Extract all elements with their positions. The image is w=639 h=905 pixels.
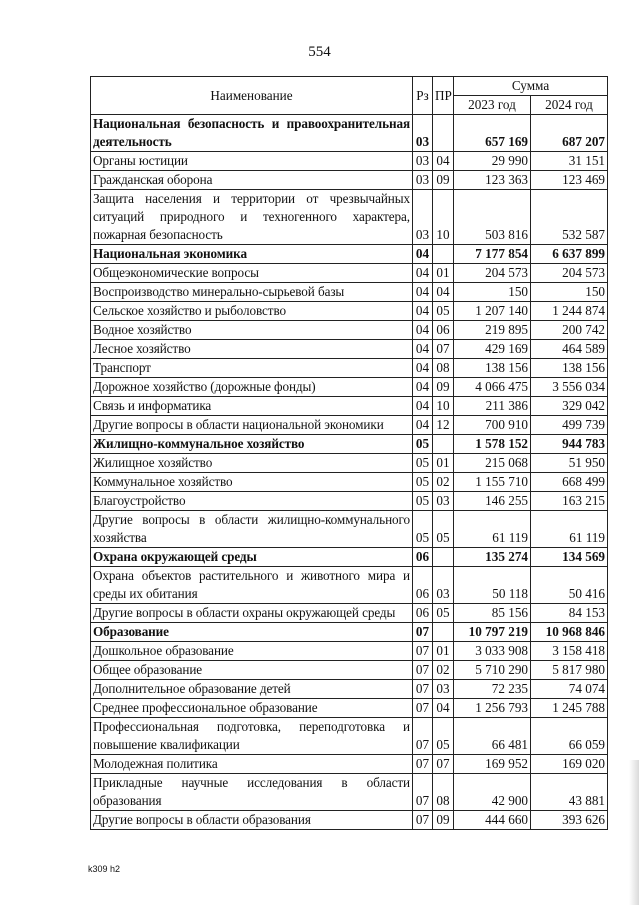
row-pr-code: 10 [433,190,454,245]
row-amount-2024: 499 739 [531,416,608,435]
row-amount-2023: 85 156 [454,604,531,623]
row-pr-code [433,245,454,264]
row-pr-code: 03 [433,567,454,604]
row-amount-2023: 50 118 [454,567,531,604]
row-amount-2024: 464 589 [531,340,608,359]
table-row [91,283,608,302]
row-amount-2024: 532 587 [531,190,608,245]
table-row [91,680,608,699]
row-rz-code: 05 [413,492,433,511]
row-name: Дошкольное образование [91,642,413,661]
row-rz-code: 07 [413,811,433,830]
table-row [91,454,608,473]
table-body [91,115,608,830]
table-row [91,416,608,435]
row-rz-code: 07 [413,623,433,642]
row-pr-code: 04 [433,283,454,302]
table-header [91,77,608,115]
row-name: Образование [91,623,413,642]
row-pr-code: 05 [433,302,454,321]
row-amount-2023: 5 710 290 [454,661,531,680]
table-row [91,152,608,171]
row-amount-2024: 668 499 [531,473,608,492]
row-amount-2023: 10 797 219 [454,623,531,642]
row-rz-code: 04 [413,283,433,302]
row-amount-2023: 7 177 854 [454,245,531,264]
row-amount-2023: 135 274 [454,548,531,567]
row-name: Органы юстиции [91,152,413,171]
table-row [91,567,608,604]
table-row [91,811,608,830]
row-amount-2024: 3 556 034 [531,378,608,397]
row-pr-code: 04 [433,152,454,171]
scan-edge-shadow [629,760,639,905]
row-amount-2023: 146 255 [454,492,531,511]
row-name: Дополнительное образование детей [91,680,413,699]
section-row [91,435,608,454]
row-rz-code: 04 [413,416,433,435]
row-rz-code: 07 [413,718,433,755]
row-pr-code: 03 [433,680,454,699]
table-row [91,492,608,511]
row-amount-2023: 211 386 [454,397,531,416]
row-pr-code: 01 [433,264,454,283]
row-amount-2024: 329 042 [531,397,608,416]
row-rz-code: 04 [413,245,433,264]
row-pr-code: 09 [433,378,454,397]
row-amount-2023: 123 363 [454,171,531,190]
row-rz-code: 04 [413,302,433,321]
row-amount-2024: 43 881 [531,774,608,811]
row-rz-code: 04 [413,321,433,340]
table-row [91,378,608,397]
header-sum: Сумма [454,77,608,96]
row-amount-2024: 204 573 [531,264,608,283]
row-pr-code: 07 [433,755,454,774]
row-amount-2024: 687 207 [531,115,608,152]
row-amount-2023: 215 068 [454,454,531,473]
row-amount-2024: 169 020 [531,755,608,774]
row-amount-2023: 150 [454,283,531,302]
row-name: Жилищно-коммунальное хозяйство [91,435,413,454]
header-pr: ПР [433,77,454,115]
table-row [91,774,608,811]
row-amount-2023: 1 256 793 [454,699,531,718]
table-row [91,264,608,283]
table-row [91,171,608,190]
row-amount-2024: 84 153 [531,604,608,623]
row-amount-2024: 66 059 [531,718,608,755]
row-rz-code: 04 [413,397,433,416]
row-amount-2023: 138 156 [454,359,531,378]
row-amount-2023: 3 033 908 [454,642,531,661]
row-amount-2024: 944 783 [531,435,608,454]
table-row [91,642,608,661]
row-name: Жилищное хозяйство [91,454,413,473]
row-amount-2023: 61 119 [454,511,531,548]
row-name: Общее образование [91,661,413,680]
header-year-2024: 2024 год [531,96,608,115]
row-name: Другие вопросы в области жилищно-коммунального хозяйства [91,511,413,548]
table-row [91,321,608,340]
row-pr-code [433,623,454,642]
row-name: Среднее профессиональное образование [91,699,413,718]
section-row [91,548,608,567]
row-pr-code: 09 [433,171,454,190]
row-pr-code [433,435,454,454]
row-amount-2023: 1 155 710 [454,473,531,492]
row-rz-code: 06 [413,604,433,623]
row-rz-code: 03 [413,190,433,245]
table-row [91,718,608,755]
row-rz-code: 07 [413,661,433,680]
row-amount-2023: 219 895 [454,321,531,340]
row-pr-code: 07 [433,340,454,359]
footer-code: k309 h2 [88,864,121,874]
row-amount-2024: 163 215 [531,492,608,511]
row-rz-code: 07 [413,755,433,774]
row-rz-code: 05 [413,473,433,492]
row-pr-code: 12 [433,416,454,435]
row-amount-2023: 503 816 [454,190,531,245]
row-name: Сельское хозяйство и рыболовство [91,302,413,321]
row-pr-code [433,548,454,567]
row-name: Охрана объектов растительного и животного мира и среды их обитания [91,567,413,604]
row-amount-2024: 150 [531,283,608,302]
table-row [91,511,608,548]
row-rz-code: 04 [413,340,433,359]
row-pr-code: 02 [433,473,454,492]
budget-table [90,76,608,830]
row-amount-2024: 393 626 [531,811,608,830]
row-pr-code: 10 [433,397,454,416]
section-row [91,623,608,642]
row-amount-2023: 72 235 [454,680,531,699]
row-amount-2024: 6 637 899 [531,245,608,264]
row-name: Национальная экономика [91,245,413,264]
row-name: Национальная безопасность и правоохранительная деятельность [91,115,413,152]
row-name: Прикладные научные исследования в области образования [91,774,413,811]
row-pr-code: 09 [433,811,454,830]
table-row [91,397,608,416]
row-name: Защита населения и территории от чрезвычайных ситуаций природного и техногенного характера, пожарная безопасность [91,190,413,245]
row-amount-2024: 61 119 [531,511,608,548]
row-amount-2024: 3 158 418 [531,642,608,661]
row-pr-code: 01 [433,642,454,661]
row-name: Водное хозяйство [91,321,413,340]
row-pr-code: 08 [433,774,454,811]
row-name: Гражданская оборона [91,171,413,190]
row-rz-code: 06 [413,548,433,567]
row-rz-code: 03 [413,115,433,152]
table-row [91,340,608,359]
row-amount-2024: 134 569 [531,548,608,567]
row-amount-2024: 5 817 980 [531,661,608,680]
section-row [91,115,608,152]
row-name: Другие вопросы в области образования [91,811,413,830]
row-name: Другие вопросы в области национальной экономики [91,416,413,435]
row-pr-code: 05 [433,718,454,755]
row-rz-code: 04 [413,264,433,283]
row-rz-code: 05 [413,435,433,454]
row-amount-2023: 657 169 [454,115,531,152]
row-amount-2024: 31 151 [531,152,608,171]
row-amount-2024: 200 742 [531,321,608,340]
row-amount-2023: 204 573 [454,264,531,283]
row-pr-code: 01 [433,454,454,473]
row-name: Воспроизводство минерально-сырьевой базы [91,283,413,302]
row-name: Коммунальное хозяйство [91,473,413,492]
row-name: Профессиональная подготовка, переподготовка и повышение квалификации [91,718,413,755]
page-number: 554 [308,44,331,60]
row-rz-code: 03 [413,152,433,171]
header-name: Наименование [91,77,413,115]
row-amount-2023: 429 169 [454,340,531,359]
row-name: Транспорт [91,359,413,378]
table-row [91,604,608,623]
row-rz-code: 07 [413,699,433,718]
row-rz-code: 07 [413,774,433,811]
table-row [91,755,608,774]
table-row [91,661,608,680]
row-amount-2023: 66 481 [454,718,531,755]
row-rz-code: 06 [413,567,433,604]
row-pr-code: 04 [433,699,454,718]
row-amount-2023: 29 990 [454,152,531,171]
row-amount-2023: 1 578 152 [454,435,531,454]
row-amount-2024: 123 469 [531,171,608,190]
row-rz-code: 03 [413,171,433,190]
row-rz-code: 05 [413,454,433,473]
row-pr-code: 06 [433,321,454,340]
row-pr-code: 03 [433,492,454,511]
table-row [91,190,608,245]
row-rz-code: 05 [413,511,433,548]
table-row [91,473,608,492]
row-amount-2024: 1 244 874 [531,302,608,321]
row-amount-2024: 51 950 [531,454,608,473]
row-amount-2024: 74 074 [531,680,608,699]
row-pr-code [433,115,454,152]
row-amount-2024: 50 416 [531,567,608,604]
row-name: Дорожное хозяйство (дорожные фонды) [91,378,413,397]
row-pr-code: 05 [433,511,454,548]
row-amount-2024: 1 245 788 [531,699,608,718]
row-pr-code: 08 [433,359,454,378]
row-name: Охрана окружающей среды [91,548,413,567]
table-row [91,359,608,378]
row-name: Благоустройство [91,492,413,511]
row-amount-2023: 444 660 [454,811,531,830]
row-name: Молодежная политика [91,755,413,774]
row-rz-code: 07 [413,642,433,661]
row-rz-code: 04 [413,359,433,378]
table-row [91,302,608,321]
row-rz-code: 07 [413,680,433,699]
row-name: Связь и информатика [91,397,413,416]
header-year-2023: 2023 год [454,96,531,115]
row-name: Другие вопросы в области охраны окружающей среды [91,604,413,623]
row-amount-2024: 138 156 [531,359,608,378]
row-amount-2023: 169 952 [454,755,531,774]
row-name: Общеэкономические вопросы [91,264,413,283]
row-name: Лесное хозяйство [91,340,413,359]
row-amount-2023: 42 900 [454,774,531,811]
row-amount-2023: 4 066 475 [454,378,531,397]
header-rz: Рз [413,77,433,115]
row-pr-code: 02 [433,661,454,680]
section-row [91,245,608,264]
row-rz-code: 04 [413,378,433,397]
row-amount-2023: 700 910 [454,416,531,435]
row-pr-code: 05 [433,604,454,623]
row-amount-2023: 1 207 140 [454,302,531,321]
table-row [91,699,608,718]
row-amount-2024: 10 968 846 [531,623,608,642]
